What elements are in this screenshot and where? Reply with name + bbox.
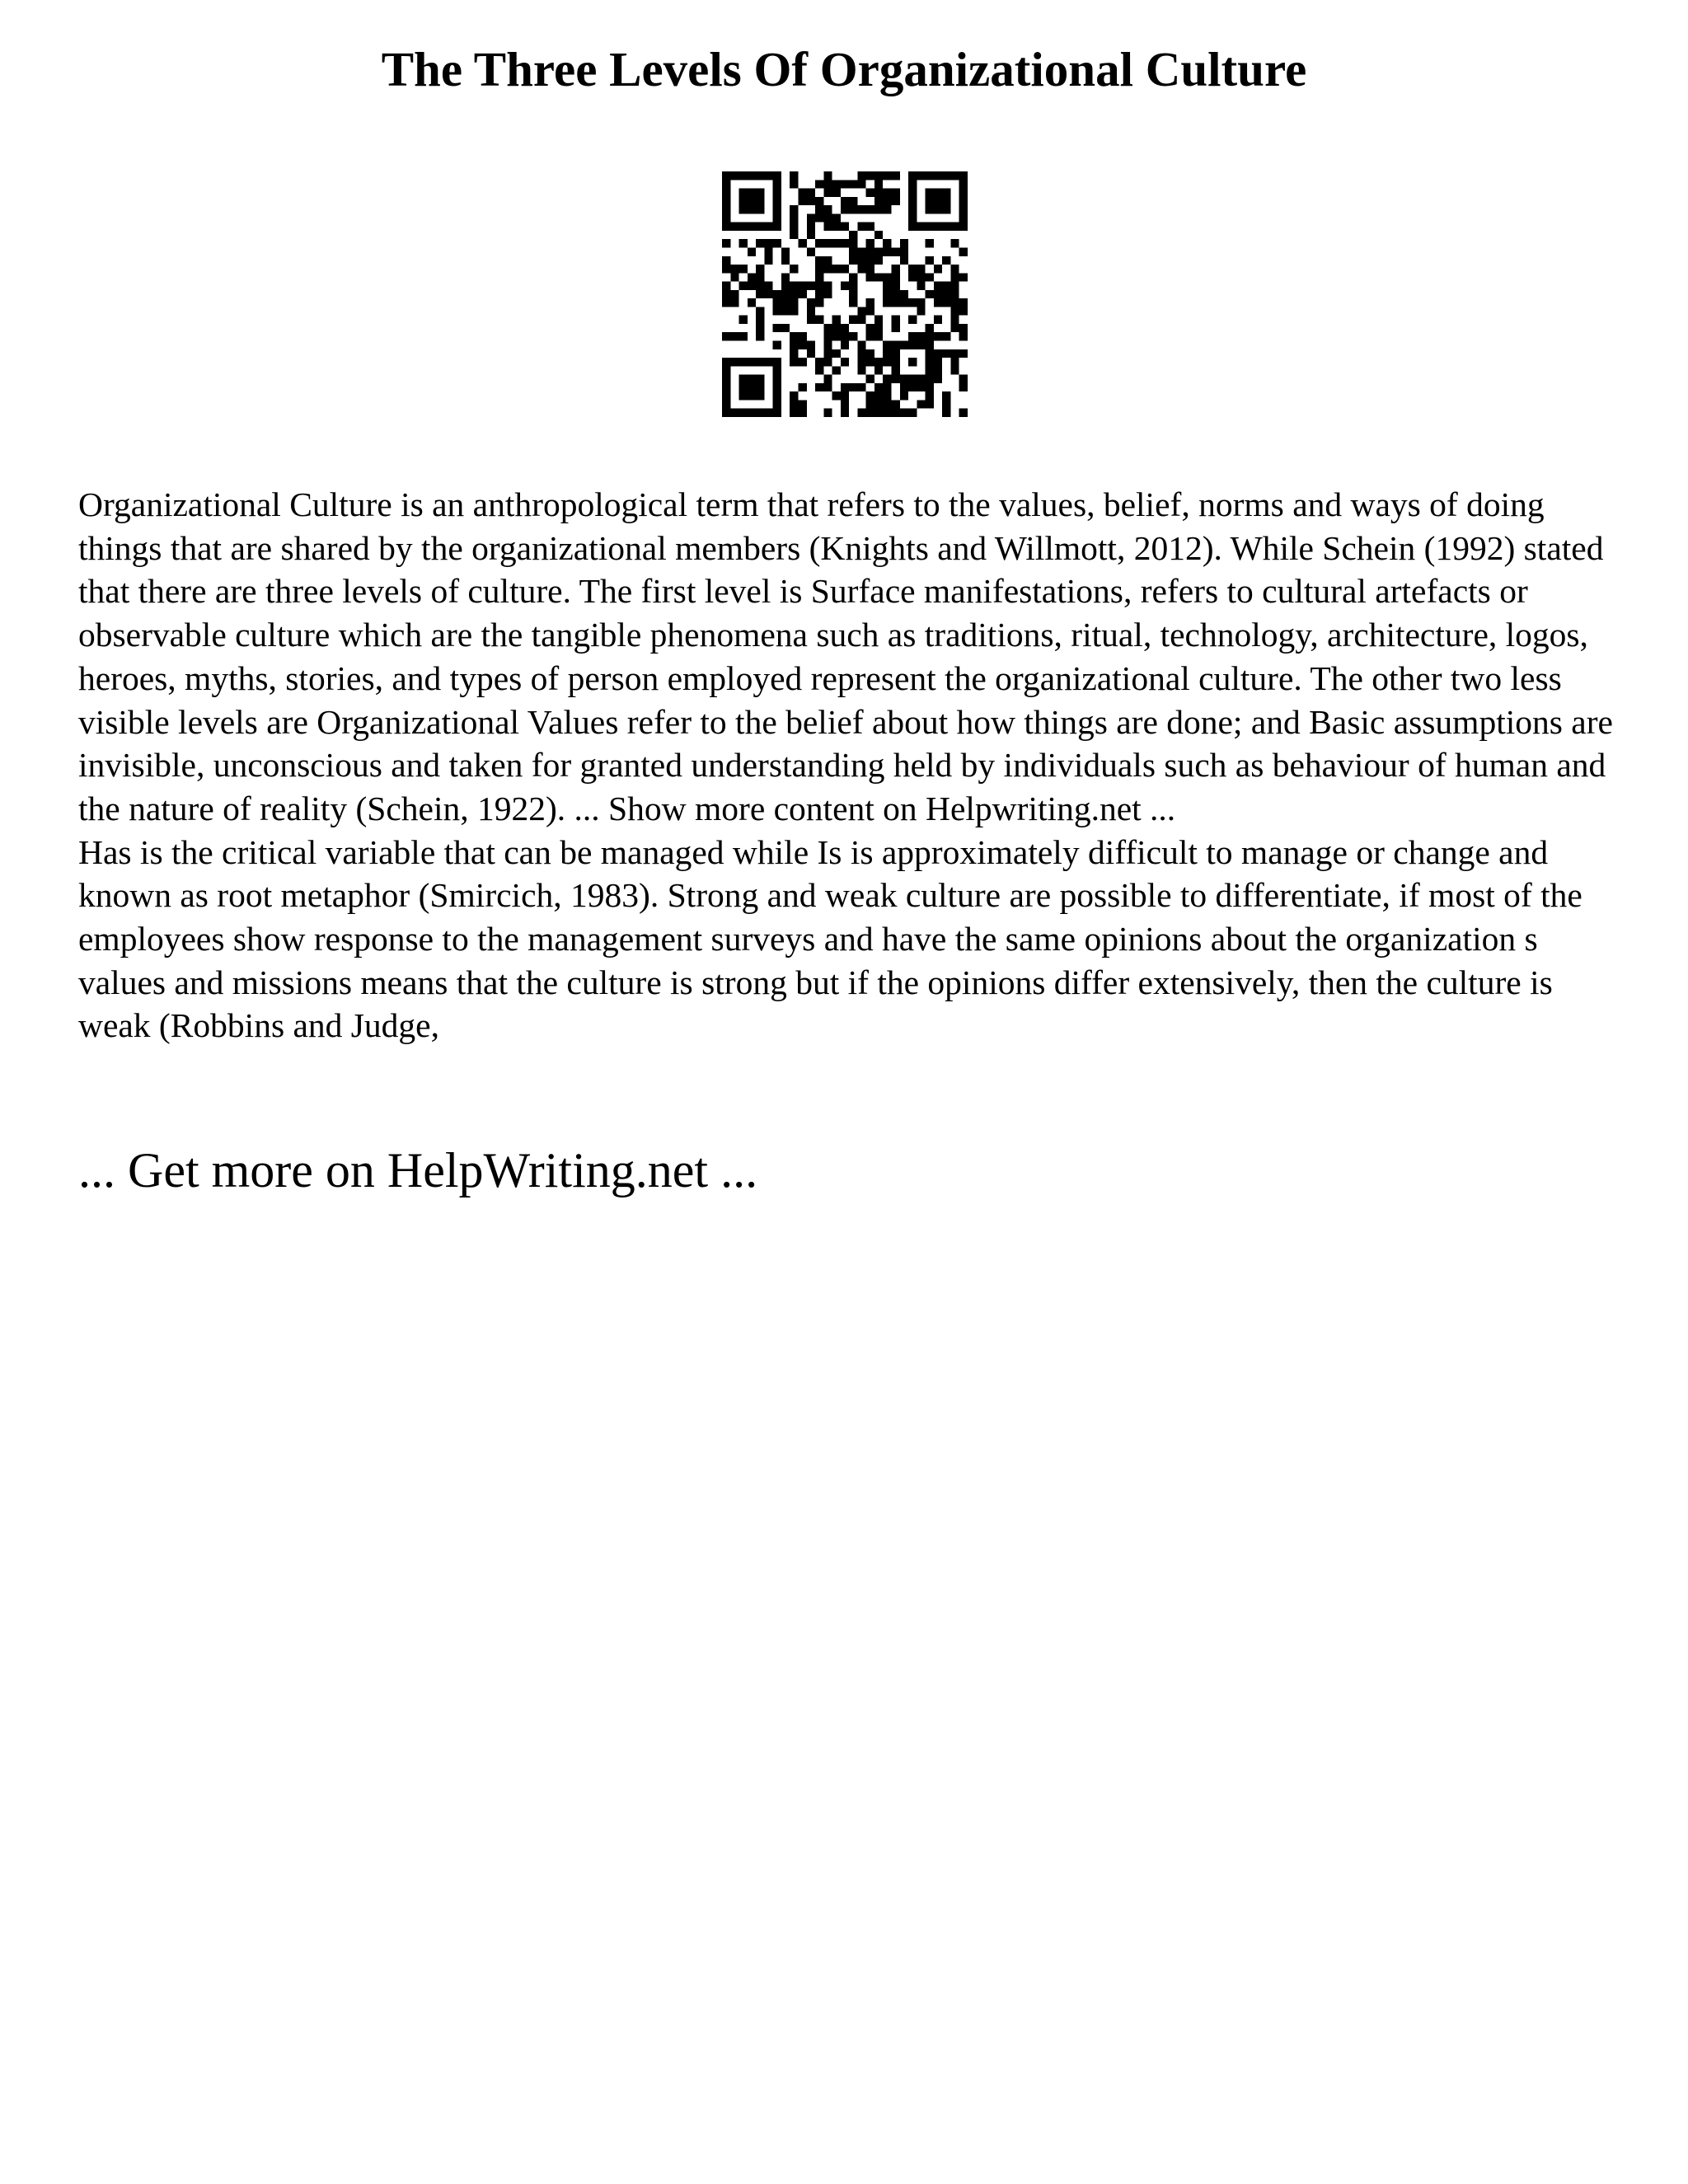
paragraph-1: Organizational Culture is an anthropological term that refers to the values, belief, norms and ways of doing things that are shared by the organizational members (Knights and Willmott, 2012). While Schein (1992) stated that there are three levels of culture. The first level is Surface manifestations, refers to cultural artefacts or observable culture which are the tangible phenomena such as traditions, ritual, technology, architecture, logos, heroes, myths, stories, and types of person employed represent the organizational culture. The other two less visible levels are Organizational Values refer to the belief about how things are done; and Basic assumptions are invisible, unconscious and taken for granted understanding held by individuals such as behaviour of human and the nature of reality (Schein, 1922). ... Show more content on Helpwriting.net ... <box>78 485 1613 827</box>
paragraph-2: Has is the critical variable that can be managed while Is is approximately difficult to manage or change and known as root metaphor (Smircich, 1983). Strong and weak culture are possible to differentiate, if most of the employees show response to the management surveys and have the same opinions about the organization s values and missions means that the culture is strong but if the opinions differ extensively, then the culture is weak (Robbins and Judge, <box>78 832 1582 1045</box>
qr-code-icon <box>722 171 968 417</box>
get-more-link[interactable]: ... Get more on HelpWriting.net ... <box>78 1143 758 1197</box>
article-body <box>78 483 1628 1047</box>
page-title: The Three Levels Of Organizational Culture <box>381 42 1307 96</box>
